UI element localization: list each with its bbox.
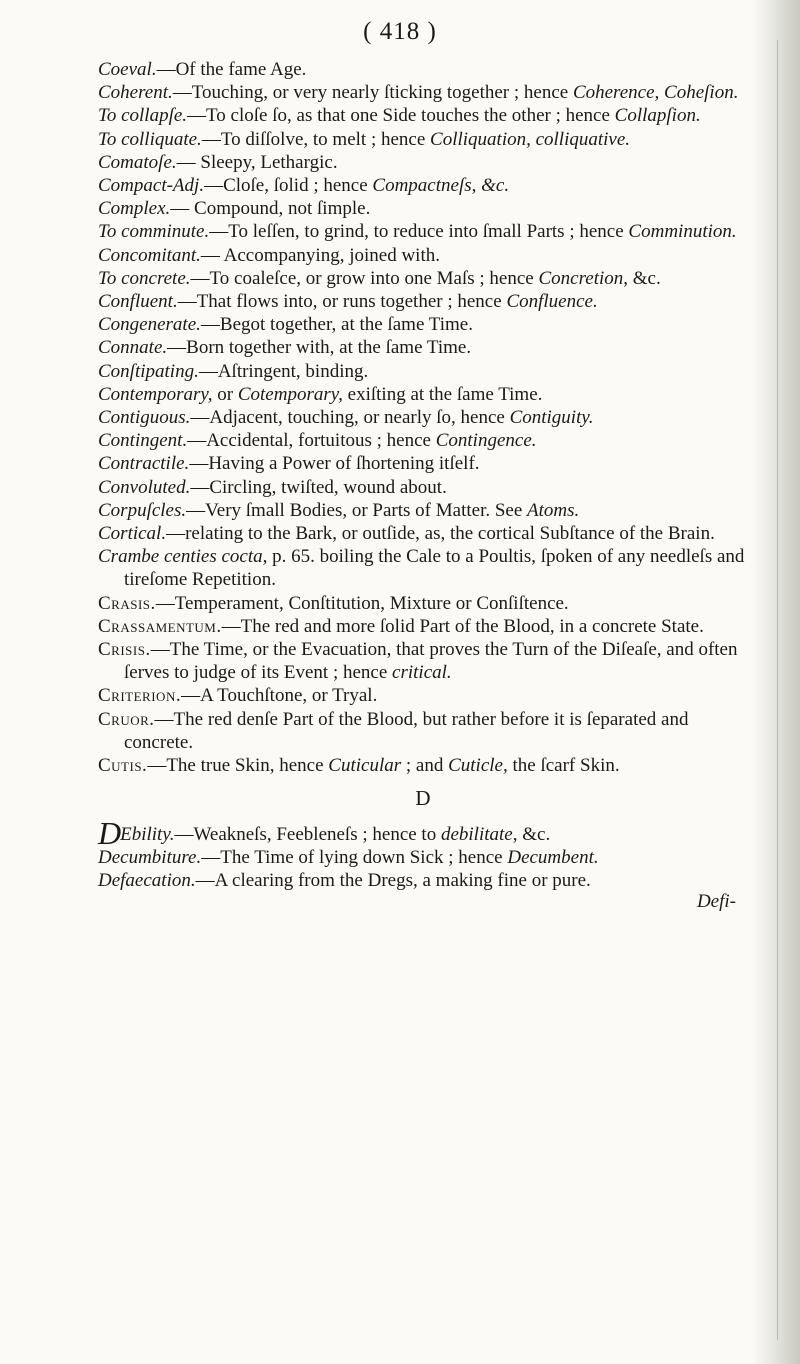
entry-headword: Concomitant. <box>98 244 201 266</box>
entry-definition: —To coaleſce, or grow into one Maſs ; hence <box>190 267 539 289</box>
entry-definition: —Very ſmall Bodies, or Parts of Matter. See <box>186 499 528 521</box>
entry-headword: Congenerate. <box>98 314 201 336</box>
entry-definition: — Accompanying, joined with. <box>200 244 440 266</box>
entry-headword: To comminute. <box>98 221 210 243</box>
entry-definition: —A clearing from the Dregs, a making fine or pure. <box>195 869 591 891</box>
entry-headword: Contingent. <box>98 430 188 452</box>
entry-headword: Ebility. <box>120 823 175 845</box>
glossary-entry <box>98 754 748 777</box>
entry-derived-term: critical. <box>392 662 452 684</box>
entry-definition: p. 65. boiling the Cale to a Poultis, ſpoken of any needleſs and tireſome Repetition. <box>124 546 745 591</box>
entry-derived-term: Decumbent. <box>507 846 599 868</box>
entry-definition: —The red denſe Part of the Blood, but rather before it is ſeparated and concrete. <box>124 708 689 753</box>
entry-definition: —Aſtringent, binding. <box>198 360 369 382</box>
entry-headword: Conſtipating. <box>98 360 199 382</box>
entry-headword: Criterion. <box>98 685 182 707</box>
catchword: Defi- <box>696 891 736 913</box>
glossary-entry <box>98 151 748 174</box>
entry-definition: —Accidental, fortuitous ; hence <box>187 430 436 452</box>
glossary-entry <box>98 638 748 684</box>
entries-letter-c <box>98 58 748 777</box>
entry-definition: —Temperament, Conſtitution, Mixture or Conſiſtence. <box>155 592 569 614</box>
entry-definition: or <box>212 383 238 405</box>
entry-headword: Cruor. <box>98 708 155 730</box>
entry-headword: Crisis. <box>98 639 151 661</box>
entry-definition-cont: , &c. <box>512 823 551 845</box>
entry-definition: —Adjacent, touching, or nearly ſo, hence <box>190 407 510 429</box>
entry-definition: —Begot together, at the ſame Time. <box>200 314 473 336</box>
glossary-entry <box>98 174 748 197</box>
entry-headword: Contemporary, <box>98 383 213 405</box>
entry-headword: Compact-Adj. <box>98 175 205 197</box>
entry-definition: — Compound, not ſimple. <box>170 198 371 220</box>
entry-definition: —Having a Power of ſhortening itſelf. <box>189 453 480 475</box>
entry-headword: Complex. <box>98 198 171 220</box>
entry-definition: —To cloſe ſo, as that one Side touches the other ; hence <box>187 105 615 127</box>
glossary-entry <box>98 814 748 851</box>
entry-headword: Contractile. <box>98 453 190 475</box>
entry-derived-term: Confluence. <box>506 291 598 313</box>
page-number: ( 418 ) <box>363 18 437 45</box>
drop-cap: D <box>98 814 122 851</box>
glossary-entry <box>98 499 748 522</box>
glossary-entry <box>98 197 748 220</box>
glossary-entry <box>98 615 748 638</box>
entry-definition: —To leſſen, to grind, to reduce into ſmall Parts ; hence <box>209 221 629 243</box>
entry-definition-cont: the ſcarf Skin. <box>507 755 620 777</box>
glossary-entry <box>98 545 748 591</box>
entry-headword: Convoluted. <box>98 476 191 498</box>
entry-definition: —The red and more ſolid Part of the Blood, in a concrete State. <box>221 615 704 637</box>
entry-derived-term: Coherence, Coheſion. <box>572 82 739 104</box>
entry-definition: —To diſſolve, to melt ; hence <box>201 128 431 150</box>
entry-definition: —Of the fame Age. <box>156 59 307 80</box>
entry-definition: —The Time of lying down Sick ; hence <box>201 846 508 868</box>
entry-definition: —The Time, or the Evacuation, that proves the Turn of the Diſeaſe, and often ſerves to judge of its Event ; hence <box>124 639 738 684</box>
entry-definition: —Cloſe, ſolid ; hence <box>204 175 373 197</box>
entry-headword: Defaecation. <box>98 869 196 891</box>
section-letter: D <box>415 786 431 811</box>
glossary-entry <box>98 406 748 429</box>
entry-headword: Cutis. <box>98 755 148 777</box>
glossary-entry <box>98 290 748 313</box>
entry-headword: Decumbiture. <box>98 846 202 868</box>
entry-headword: Contiguous. <box>98 407 191 429</box>
glossary-entry <box>98 336 748 359</box>
glossary-entry <box>98 128 748 151</box>
glossary-entry <box>98 522 748 545</box>
entry-derived-term: debilitate <box>440 823 513 845</box>
entry-definition: —The true Skin, hence <box>147 755 329 777</box>
entry-derived-term: Collapſion. <box>614 105 701 127</box>
entry-derived-term: Colliquation, colliquative. <box>430 128 631 150</box>
entry-definition: —That flows into, or runs together ; hence <box>177 291 507 313</box>
entry-definition: —A Touchſtone, or Tryal. <box>181 685 378 707</box>
page-edge-line <box>777 40 778 1340</box>
entry-definition: —Circling, twiſted, wound about. <box>190 476 447 498</box>
glossary-entry <box>98 244 748 267</box>
entry-definition: —Weakneſs, Feebleneſs ; hence to <box>174 823 441 845</box>
entry-headword: Connate. <box>98 337 168 359</box>
entry-headword: Crasis. <box>98 592 156 614</box>
entry-headword: To collapſe. <box>98 105 188 127</box>
glossary-entry <box>98 360 748 383</box>
glossary-entry <box>98 267 748 290</box>
glossary-entry <box>98 452 748 475</box>
glossary-entry <box>98 81 748 104</box>
entry-definition-cont: exiſting at the ſame Time. <box>342 383 543 405</box>
glossary-entries <box>98 58 748 913</box>
glossary-entry <box>98 846 748 869</box>
glossary-entry <box>98 104 748 127</box>
glossary-entry <box>98 58 748 81</box>
entry-headword: Cortical. <box>98 523 167 545</box>
glossary-entry <box>98 592 748 615</box>
entry-headword: Confluent. <box>98 291 178 313</box>
entry-derived-term: Contingence. <box>435 430 537 452</box>
entry-headword: To concrete. <box>98 267 191 289</box>
entry-derived-term: Concretion <box>538 267 624 289</box>
entry-definition: — Sleepy, Lethargic. <box>176 151 338 173</box>
entry-derived-term: Cuticle, <box>448 755 508 777</box>
entry-headword: To colliquate. <box>98 128 202 150</box>
entry-definition: —relating to the Bark, or outſide, as, the cortical Subſtance of the Brain. <box>166 523 715 545</box>
entry-derived-term: Contiguity. <box>509 407 594 429</box>
entry-headword: Crassamentum. <box>98 615 222 637</box>
glossary-entry <box>98 429 748 452</box>
entry-headword: Coeval. <box>98 59 157 80</box>
entry-definition-cont: ; and <box>401 755 449 777</box>
glossary-entry <box>98 708 748 754</box>
glossary-entry <box>98 476 748 499</box>
entry-headword: Coherent. <box>98 82 173 104</box>
page-edge-shadow <box>752 0 800 1364</box>
glossary-entry <box>98 313 748 336</box>
entry-definition: —Touching, or very nearly ſticking together ; hence <box>172 82 573 104</box>
entry-derived-term: Atoms. <box>527 499 580 521</box>
entry-headword: Corpuſcles. <box>98 499 187 521</box>
entry-definition-cont: , &c. <box>623 267 661 289</box>
glossary-entry <box>98 383 748 406</box>
entry-derived-term: Cuticular <box>328 755 402 777</box>
entry-definition: —Born together with, at the ſame Time. <box>167 337 472 359</box>
glossary-entry <box>98 869 748 892</box>
entry-derived-term: Comminution. <box>628 221 737 243</box>
glossary-entry <box>98 220 748 243</box>
entry-derived-term: Cotemporary, <box>237 383 343 405</box>
entries-letter-d <box>98 814 748 893</box>
entry-headword: Comatoſe. <box>98 151 177 173</box>
entry-headword: Crambe centies cocta, <box>98 546 268 568</box>
entry-derived-term: Compactneſs, &c. <box>372 175 510 197</box>
glossary-entry <box>98 684 748 707</box>
